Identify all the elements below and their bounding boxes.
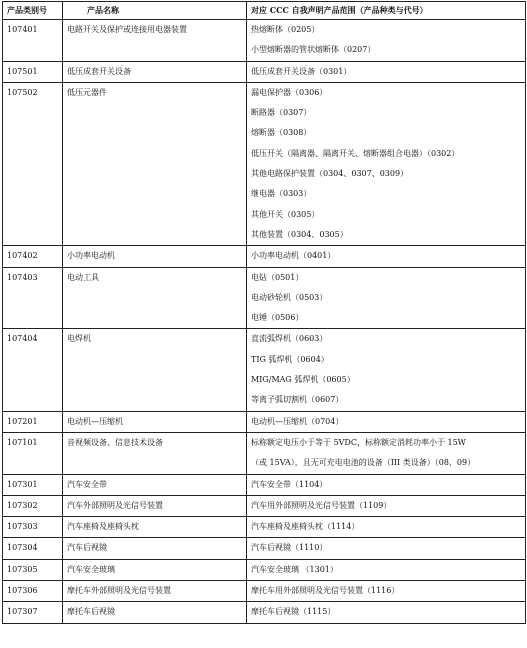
table-row bbox=[3, 267, 526, 329]
scope-line: 低压开关（隔离器、隔离开关、熔断器组合电器）（0302） bbox=[251, 148, 460, 158]
table-row bbox=[3, 538, 526, 559]
product-code-cell: 107502 bbox=[3, 82, 63, 245]
scope-line: 低压成套开关设备（0301） bbox=[251, 66, 352, 76]
product-code-cell: 107403 bbox=[3, 267, 63, 329]
product-name-cell: 汽车安全带 bbox=[63, 474, 247, 495]
table-row bbox=[3, 474, 526, 495]
table-row bbox=[3, 411, 526, 432]
scope-line: 其他装置（0304、0305） bbox=[251, 229, 348, 239]
scope-line: 标称额定电压小于等于 5VDC，标称额定消耗功率小于 15W bbox=[251, 437, 466, 447]
product-code-cell: 107305 bbox=[3, 559, 63, 580]
scope-line: TIG 弧焊机（0604） bbox=[251, 354, 329, 364]
product-scope-cell bbox=[247, 82, 526, 245]
product-code-cell: 107404 bbox=[3, 329, 63, 411]
product-scope-cell bbox=[247, 517, 526, 538]
product-name-cell: 电路开关及保护或连接用电器装置 bbox=[63, 20, 247, 62]
product-scope-cell bbox=[247, 432, 526, 474]
product-category-table bbox=[2, 1, 526, 624]
product-name-cell: 小功率电动机 bbox=[63, 246, 247, 267]
product-code-cell: 107307 bbox=[3, 602, 63, 623]
scope-line: 汽车安全玻璃 （1301） bbox=[251, 564, 338, 574]
scope-line: 小功率电动机（0401） bbox=[251, 251, 336, 261]
product-scope-cell bbox=[247, 602, 526, 623]
product-scope-cell bbox=[247, 559, 526, 580]
product-name-cell: 汽车座椅及座椅头枕 bbox=[63, 517, 247, 538]
scope-line: 小型熔断器的管状熔断体（0207） bbox=[251, 45, 376, 55]
product-scope-cell bbox=[247, 20, 526, 62]
product-code-cell: 107302 bbox=[3, 495, 63, 516]
table-row bbox=[3, 432, 526, 474]
scope-line: 漏电保护器（0306） bbox=[251, 87, 328, 97]
product-code-cell: 107306 bbox=[3, 581, 63, 602]
product-name-cell: 摩托车外部照明及光信号装置 bbox=[63, 581, 247, 602]
header-scope: 对应 CCC 自我声明产品范围（产品种类与代号） bbox=[247, 2, 526, 20]
product-name-cell: 电焊机 bbox=[63, 329, 247, 411]
scope-line: 电动砂轮机（0503） bbox=[251, 292, 328, 302]
product-code-cell: 107402 bbox=[3, 246, 63, 267]
scope-line: 电锤（0506） bbox=[251, 313, 304, 323]
scope-line: 电钻（0501） bbox=[251, 272, 304, 282]
product-code-cell: 107201 bbox=[3, 411, 63, 432]
scope-line: 热熔断体（0205） bbox=[251, 25, 320, 34]
product-name-cell: 电动工具 bbox=[63, 267, 247, 329]
header-name: 产品名称 bbox=[63, 2, 247, 20]
scope-line: 电动机—压缩机（0704） bbox=[251, 416, 344, 426]
product-name-cell: 摩托车后视镜 bbox=[63, 602, 247, 623]
table-row bbox=[3, 82, 526, 245]
scope-line: 直流弧焊机（0603） bbox=[251, 334, 328, 344]
scope-line: 等离子弧切割机（0607） bbox=[251, 395, 344, 405]
table-row bbox=[3, 329, 526, 411]
table-row bbox=[3, 517, 526, 538]
scope-line: 摩托车用外部照明及光信号装置（1116） bbox=[251, 586, 400, 596]
table-row bbox=[3, 495, 526, 516]
product-scope-cell bbox=[247, 538, 526, 559]
scope-line: 汽车安全带（1104） bbox=[251, 479, 328, 489]
product-code-cell: 107101 bbox=[3, 432, 63, 474]
scope-line: 汽车座椅及座椅头枕（1114） bbox=[251, 522, 360, 532]
product-name-cell: 音视频设备、信息技术设备 bbox=[63, 432, 247, 474]
header-code: 产品类别号 bbox=[3, 2, 63, 20]
table-row bbox=[3, 20, 526, 62]
table-row bbox=[3, 581, 526, 602]
scope-line: 断路器（0307） bbox=[251, 108, 312, 118]
product-scope-cell bbox=[247, 329, 526, 411]
product-scope-cell bbox=[247, 581, 526, 602]
scope-line: 其他开关（0305） bbox=[251, 209, 320, 219]
product-code-cell: 107501 bbox=[3, 61, 63, 82]
scope-line: 摩托车后视镜（1115） bbox=[251, 607, 336, 617]
product-scope-cell bbox=[247, 246, 526, 267]
product-code-cell: 107304 bbox=[3, 538, 63, 559]
product-name-cell: 汽车外部照明及光信号装置 bbox=[63, 495, 247, 516]
product-scope-cell bbox=[247, 267, 526, 329]
scope-line: 汽车用外部照明及光信号装置（1109） bbox=[251, 500, 392, 510]
product-code-cell: 107303 bbox=[3, 517, 63, 538]
product-scope-cell bbox=[247, 495, 526, 516]
table-row bbox=[3, 246, 526, 267]
product-scope-cell bbox=[247, 61, 526, 82]
product-name-cell: 低压成套开关设备 bbox=[63, 61, 247, 82]
product-scope-cell bbox=[247, 474, 526, 495]
scope-line: 继电器（0303） bbox=[251, 189, 312, 199]
scope-line: 汽车后视镜（1110） bbox=[251, 543, 328, 553]
product-name-cell: 低压元器件 bbox=[63, 82, 247, 245]
product-name-cell: 电动机—压缩机 bbox=[63, 411, 247, 432]
product-code-cell: 107301 bbox=[3, 474, 63, 495]
product-name-cell: 汽车后视镜 bbox=[63, 538, 247, 559]
scope-line: （或 15VA），且无可充电电池的设备（III 类设备）（08、09） bbox=[251, 458, 476, 468]
product-name-cell: 汽车安全玻璃 bbox=[63, 559, 247, 580]
table-row bbox=[3, 559, 526, 580]
table-row bbox=[3, 61, 526, 82]
scope-line: 其他电路保护装置（0304、0307、0309） bbox=[251, 169, 409, 179]
product-code-cell: 107401 bbox=[3, 20, 63, 62]
table-row bbox=[3, 602, 526, 623]
scope-line: 熔断器（0308） bbox=[251, 128, 312, 138]
scope-line: MIG/MAG 弧焊机（0605） bbox=[251, 375, 355, 385]
product-scope-cell bbox=[247, 411, 526, 432]
header-row bbox=[3, 2, 526, 20]
table-body bbox=[3, 20, 526, 624]
